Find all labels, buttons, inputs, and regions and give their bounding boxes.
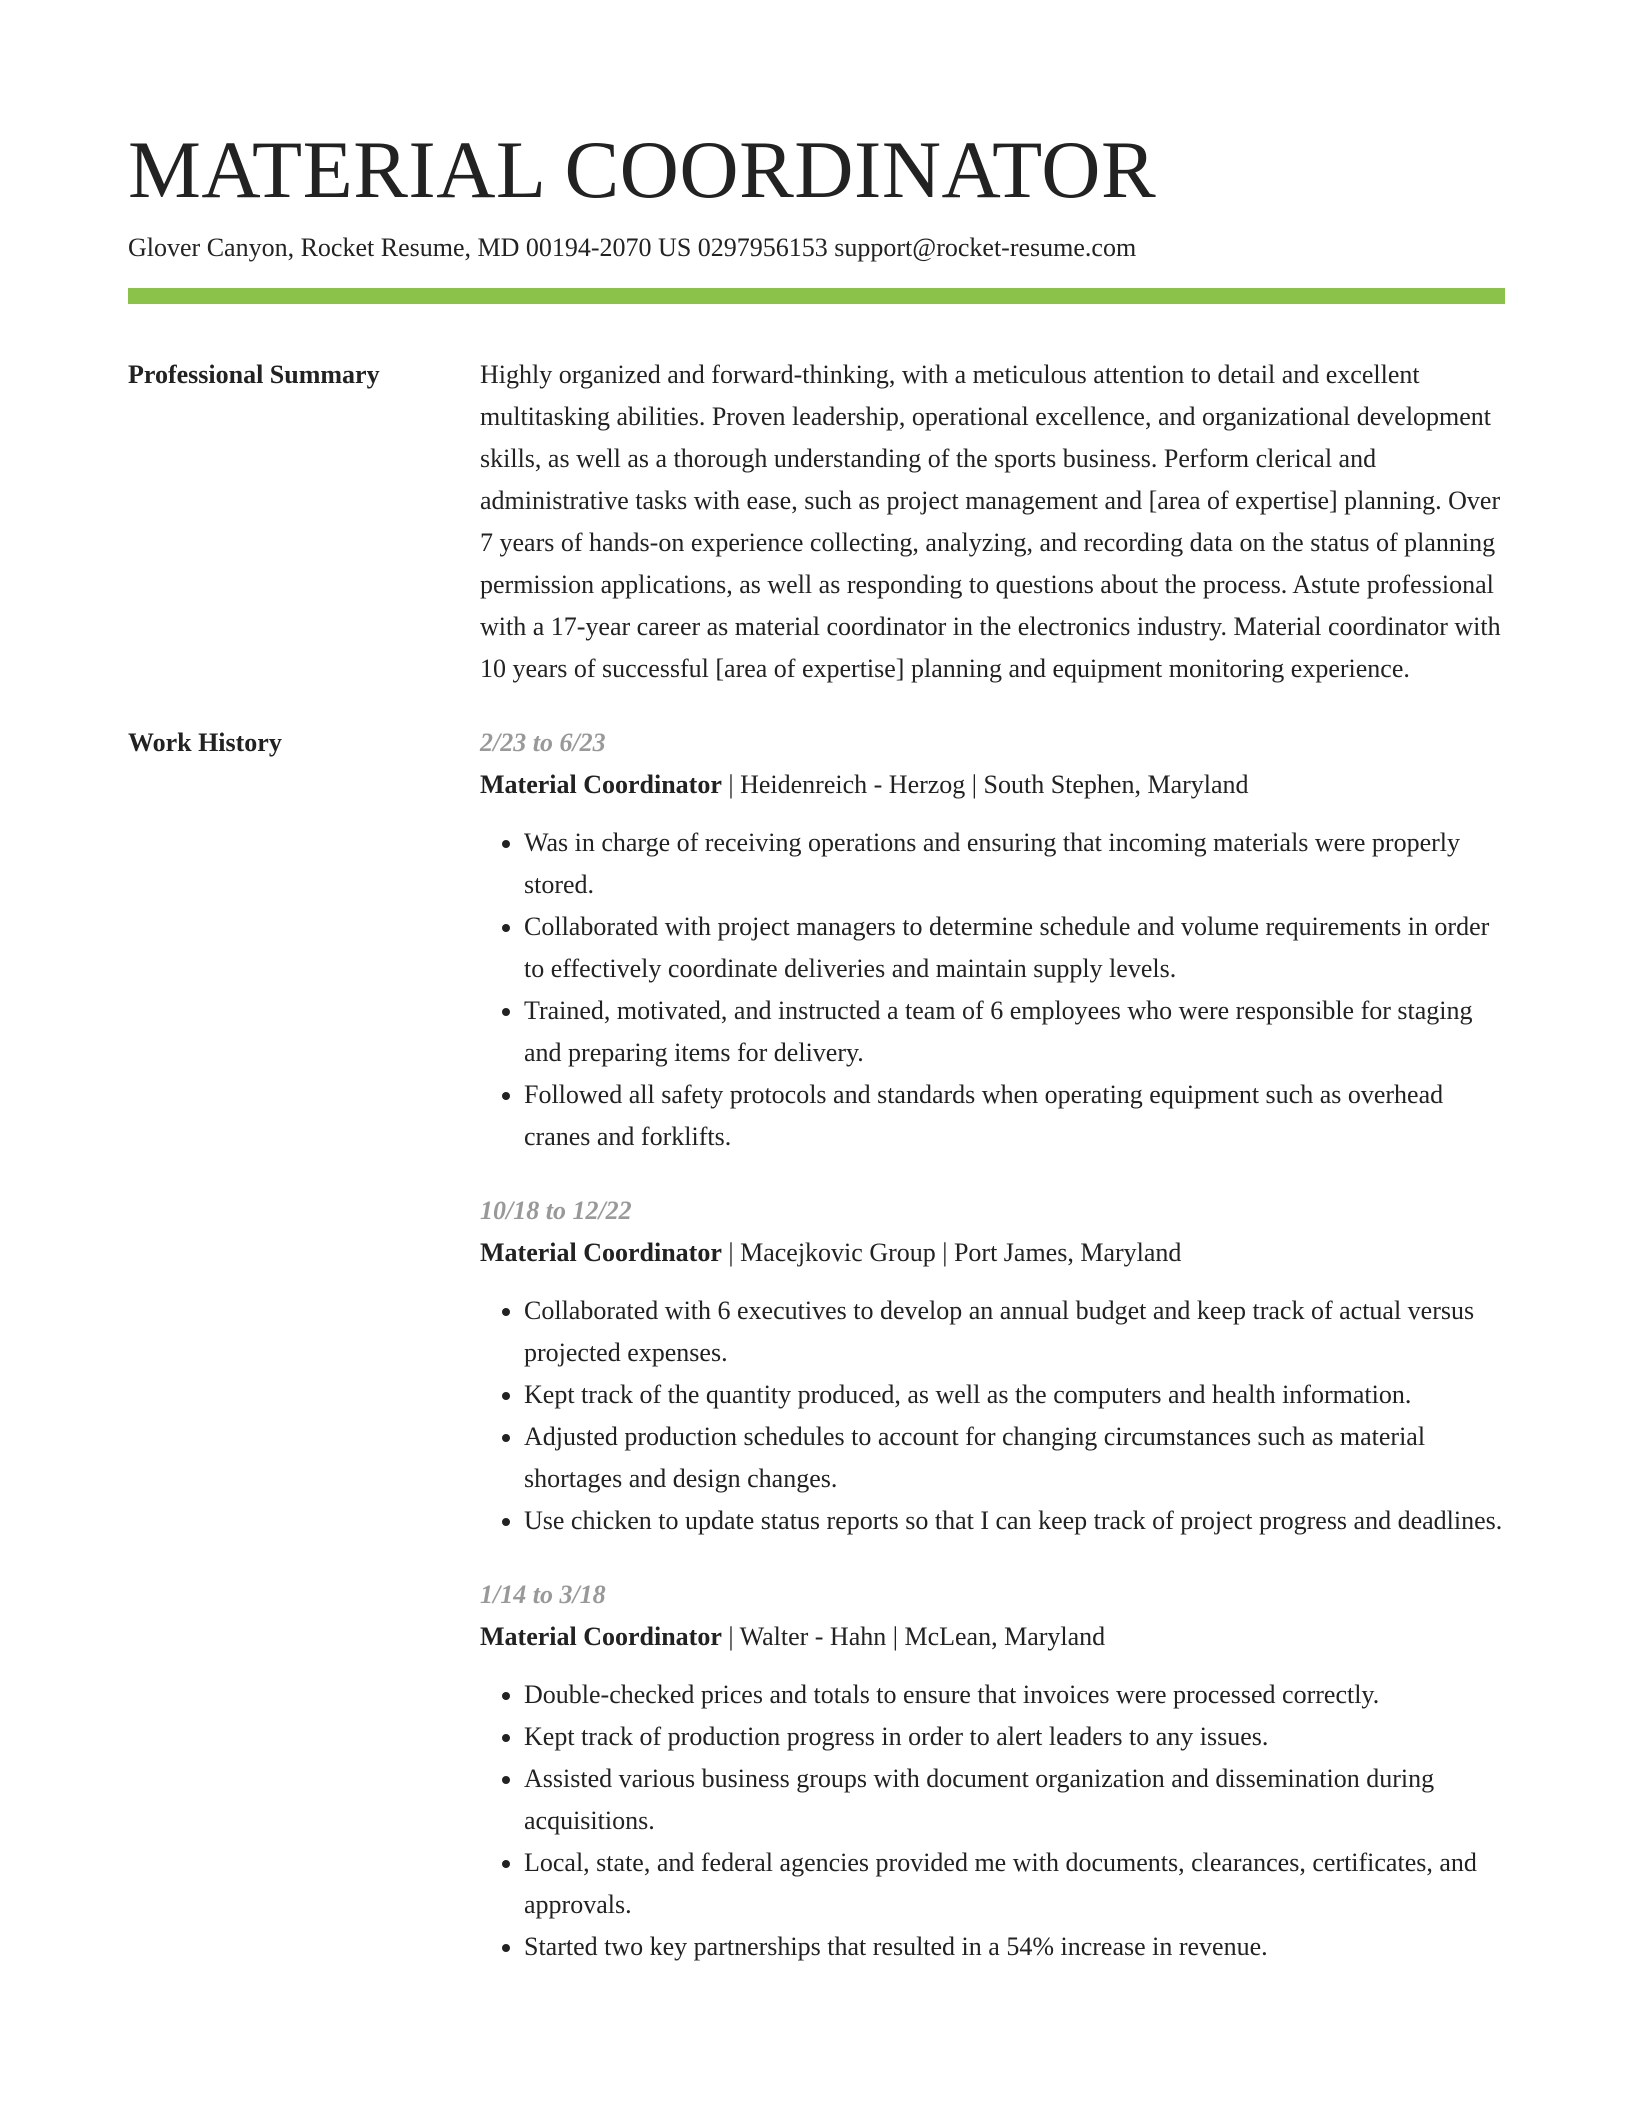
job-bullet: • Kept track of the quantity produced, as well as the computers and health information. [524, 1374, 1505, 1416]
job-title: Material Coordinator [480, 1238, 722, 1267]
job-bullet: • Trained, motivated, and instructed a team of 6 employees who were responsible for staging and preparing items for delivery. [524, 990, 1505, 1074]
job-entry [480, 722, 1505, 1158]
job-employer-location: | Walter - Hahn | McLean, Maryland [721, 1622, 1106, 1651]
job-dates: 1/14 to 3/18 [480, 1580, 606, 1609]
section-label-work-history: Work History [128, 728, 282, 757]
job-entry [480, 1190, 1505, 1542]
accent-divider [128, 288, 1505, 304]
work-history-section [128, 722, 1505, 2000]
job-bullet: • Assisted various business groups with document organization and dissemination during acquisitions. [524, 1758, 1505, 1842]
job-bullet-list [480, 1290, 1505, 1542]
job-entry [480, 1574, 1505, 1968]
contact-info: Glover Canyon, Rocket Resume, MD 00194-2070 US 0297956153 support@rocket-resume.com [128, 233, 1137, 262]
job-dates: 10/18 to 12/22 [480, 1196, 632, 1225]
job-title: Material Coordinator [480, 770, 722, 799]
job-bullet: • Was in charge of receiving operations and ensuring that incoming materials were properly stored. [524, 822, 1505, 906]
job-bullet: • Collaborated with project managers to determine schedule and volume requirements in order to effectively coordinate deliveries and maintain supply levels. [524, 906, 1505, 990]
job-dates: 2/23 to 6/23 [480, 728, 606, 757]
summary-body [480, 354, 1505, 690]
job-bullet: • Followed all safety protocols and standards when operating equipment such as overhead cranes and forklifts. [524, 1074, 1505, 1158]
summary-text: Highly organized and forward-thinking, with a meticulous attention to detail and excellent multitasking abilities. Proven leadership, operational excellence, and organizational development skills, as well as a thorough understanding of the sports business. Perform clerical and administrative tasks with ease, such as project management and [area of expertise] planning. Over 7 years of hands-on experience collecting, analyzing, and recording data on the status of planning permission applications, as well as responding to questions about the process. Astute professional with a 17-year career as material coordinator in the electronics industry. Material coordinator with 10 years of successful [area of expertise] planning and equipment monitoring experience. [480, 360, 1501, 683]
job-heading [480, 1232, 1505, 1274]
work-history-body [480, 722, 1505, 2000]
job-bullet-list [480, 1674, 1505, 1968]
resume-title: MATERIAL COORDINATOR [128, 124, 1157, 215]
job-bullet-list [480, 822, 1505, 1158]
professional-summary-section [128, 354, 1505, 690]
section-label-summary: Professional Summary [128, 360, 380, 389]
job-heading [480, 764, 1505, 806]
job-bullet: • Adjusted production schedules to account for changing circumstances such as material shortages and design changes. [524, 1416, 1505, 1500]
job-employer-location: | Heidenreich - Herzog | South Stephen, Maryland [721, 770, 1249, 799]
job-bullet: • Local, state, and federal agencies provided me with documents, clearances, certificates, and approvals. [524, 1842, 1505, 1926]
resume-page [128, 0, 1505, 2000]
job-bullet: • Double-checked prices and totals to ensure that invoices were processed correctly. [524, 1674, 1505, 1716]
job-heading [480, 1616, 1505, 1658]
job-title: Material Coordinator [480, 1622, 722, 1651]
job-bullet: • Collaborated with 6 executives to develop an annual budget and keep track of actual versus projected expenses. [524, 1290, 1505, 1374]
job-bullet: • Kept track of production progress in order to alert leaders to any issues. [524, 1716, 1505, 1758]
job-bullet: • Started two key partnerships that resulted in a 54% increase in revenue. [524, 1926, 1505, 1968]
job-bullet: • Use chicken to update status reports so that I can keep track of project progress and deadlines. [524, 1500, 1505, 1542]
job-employer-location: | Macejkovic Group | Port James, Maryland [721, 1238, 1182, 1267]
